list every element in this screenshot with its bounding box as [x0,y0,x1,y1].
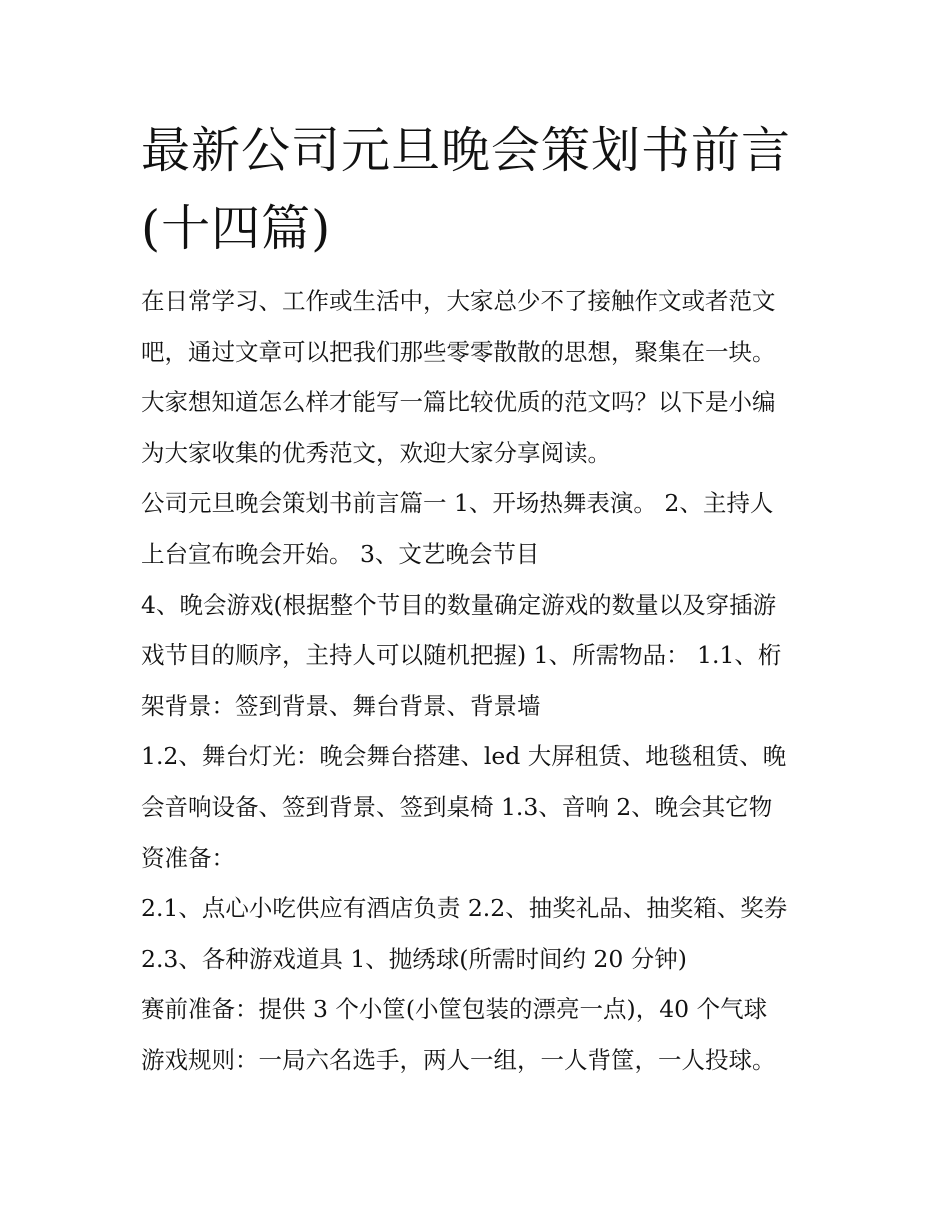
body-line: 游戏规则：一局六名选手，两人一组，一人背筐，一人投球。 [141,1045,776,1074]
body-line: 4、晚会游戏(根据整个节目的数量确定游戏的数量以及穿插游 [141,590,777,619]
body-line: 上台宣布晚会开始。 3、文艺晚会节目 [141,539,540,568]
body-line: 2.3、各种游戏道具 1、抛绣球(所需时间约 20 分钟) [141,944,687,973]
body-line: 戏节目的顺序，主持人可以随机把握) 1、所需物品： 1.1、桁 [141,641,782,670]
document-title [141,112,821,268]
document-body [141,276,821,1086]
body-line: 1.2、舞台灯光：晚会舞台搭建、led 大屏租赁、地毯租赁、晚 [141,742,787,771]
body-line: 在日常学习、工作或生活中，大家总少不了接触作文或者范文 [141,287,776,315]
title-line-2: (十四篇) [141,200,332,257]
body-line: 吧，通过文章可以把我们那些零零散散的思想，聚集在一块。 [141,337,776,366]
body-line: 架背景：签到背景、舞台背景、背景墙 [141,691,541,720]
body-line: 大家想知道怎么样才能写一篇比较优质的范文吗？以下是小编 [141,388,776,417]
body-line: 会音响设备、签到背景、签到桌椅 1.3、音响 2、晚会其它物 [141,792,773,821]
body-line: 公司元旦晚会策划书前言篇一 1、开场热舞表演。 2、主持人 [141,489,774,518]
title-line-1: 最新公司元旦晚会策划书前言 [141,122,792,179]
body-line: 2.1、点心小吃供应有酒店负责 2.2、抽奖礼品、抽奖箱、奖券 [141,894,788,923]
body-line: 为大家收集的优秀范文，欢迎大家分享阅读。 [141,438,611,467]
body-line: 赛前准备：提供 3 个小筐(小筐包装的漂亮一点)，40 个气球 [141,995,768,1024]
body-line: 资准备： [141,843,235,872]
